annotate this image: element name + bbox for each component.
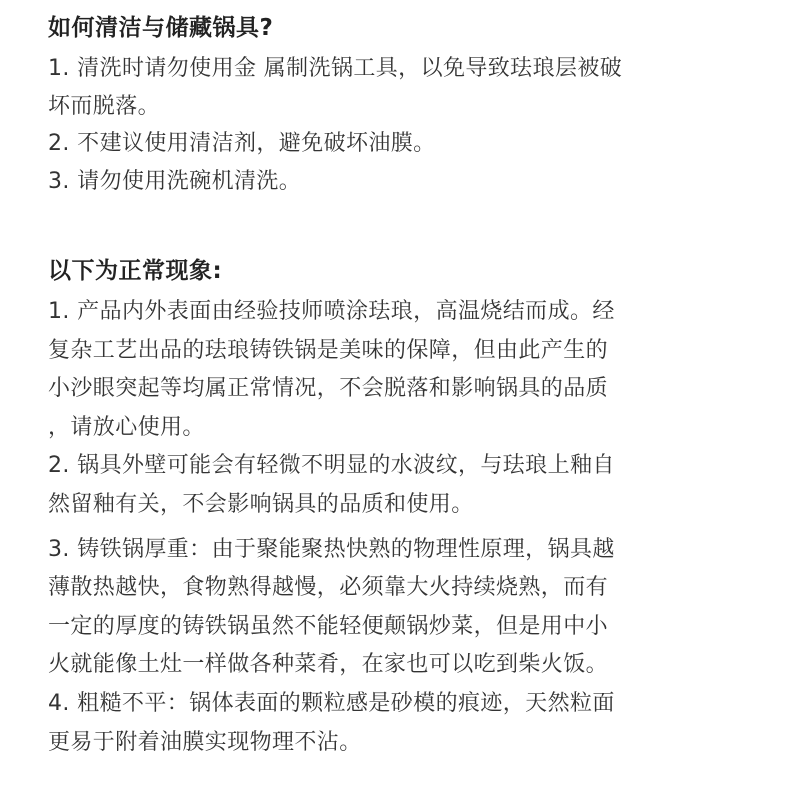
care-item-2 <box>48 125 758 163</box>
care-section <box>48 6 758 200</box>
normal-item-1-line-4: ，请放心使用。 <box>48 414 205 440</box>
normal-item-1-line-2: 复杂工艺出品的珐琅铸铁锅是美味的保障，但由此产生的 <box>48 337 609 363</box>
normal-item-3-line-4: 火就能像土灶一样做各种菜肴，在家也可以吃到柴火饭。 <box>48 652 609 678</box>
care-item-3-line-1: 3. 请勿使用洗碗机清洗。 <box>48 168 302 194</box>
normal-item-1 <box>48 293 758 447</box>
normal-item-4 <box>48 685 758 762</box>
normal-item-2 <box>48 447 758 524</box>
normal-item-1-line-3: 小沙眼突起等均属正常情况，不会脱落和影响锅具的品质 <box>48 376 609 402</box>
care-heading: 如何清洁与储藏锅具? <box>48 15 274 41</box>
care-item-1-line-1: 1. 清洗时请勿使用金 属制洗锅工具，以免导致珐琅层被破 <box>48 56 623 81</box>
care-item-1 <box>48 50 758 125</box>
normal-item-3 <box>48 531 758 685</box>
normal-item-4-line-2: 更易于附着油膜实现物理不沾。 <box>48 729 362 755</box>
normal-heading: 以下为正常现象: <box>48 258 223 284</box>
normal-item-3-line-1: 3. 铸铁锅厚重：由于聚能聚热快熟的物理性原理，锅具越 <box>48 536 615 562</box>
normal-item-1-line-1: 1. 产品内外表面由经验技师喷涂珐琅，高温烧结而成。经 <box>48 299 615 324</box>
normal-section <box>48 249 758 762</box>
normal-item-2-line-2: 然留釉有关，不会影响锅具的品质和使用。 <box>48 491 474 517</box>
normal-item-3-line-2: 薄散热越快，食物熟得越慢，必须靠大火持续烧熟，而有 <box>48 575 609 601</box>
care-item-1-line-2: 坏而脱落。 <box>48 93 161 119</box>
normal-item-4-line-1: 4. 粗糙不平：锅体表面的颗粒感是砂模的痕迹，天然粒面 <box>48 690 615 716</box>
normal-item-2-line-1: 2. 锅具外壁可能会有轻微不明显的水波纹，与珐琅上釉自 <box>48 453 615 479</box>
normal-item-3-line-3: 一定的厚度的铸铁锅虽然不能轻便颠锅炒菜，但是用中小 <box>48 613 609 639</box>
care-item-2-line-1: 2. 不建议使用清洁剂，避免破坏油膜。 <box>48 131 436 156</box>
care-item-3 <box>48 163 758 201</box>
